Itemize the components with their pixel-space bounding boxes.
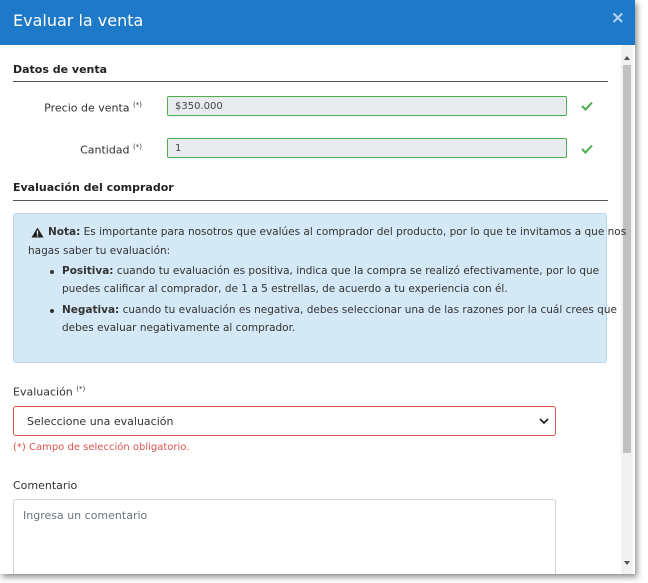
note-text-2: hagas saber tu evaluación: <box>28 245 171 257</box>
evaluation-error-message: (*) Campo de selección obligatorio. <box>13 442 190 453</box>
note-line-1 <box>48 226 626 238</box>
negative-text-1: cuando tu evaluación es negativa, debes seleccionar una de las razones por la cuál crees que <box>122 304 617 316</box>
sale-data-section-title: Datos de venta <box>13 63 108 76</box>
chevron-down-icon <box>539 417 549 425</box>
quantity-required-mark: (*) <box>133 143 142 151</box>
quantity-value: 1 <box>175 143 182 154</box>
buyer-evaluation-section-title: Evaluación del comprador <box>13 181 174 194</box>
evaluation-select[interactable] <box>13 406 556 436</box>
positive-line-1 <box>62 265 599 277</box>
scroll-down-arrow-icon[interactable] <box>624 561 630 565</box>
negative-line-1 <box>62 304 617 316</box>
price-required-mark: (*) <box>133 101 142 109</box>
bullet-dot <box>50 270 54 274</box>
section-divider <box>13 200 608 201</box>
warning-icon <box>31 227 44 238</box>
evaluation-label <box>13 385 85 399</box>
price-label-text: Precio de venta <box>44 101 130 115</box>
quantity-label <box>12 143 142 157</box>
negative-text-2: debes evaluar negativamente al comprador. <box>62 322 296 334</box>
price-valid-check-icon <box>580 99 594 113</box>
note-title: Nota: <box>48 226 81 238</box>
price-label <box>12 101 142 115</box>
comment-textarea[interactable] <box>13 499 556 574</box>
comment-label: Comentario <box>13 479 78 492</box>
evaluation-selected-value: Seleccione una evaluación <box>27 415 174 428</box>
bullet-dot <box>50 309 54 313</box>
quantity-field[interactable] <box>167 138 567 158</box>
quantity-valid-check-icon <box>580 142 594 156</box>
negative-label: Negativa: <box>62 304 120 316</box>
positive-label: Positiva: <box>62 265 114 277</box>
section-divider <box>13 81 608 82</box>
evaluation-required-mark: (*) <box>76 385 86 393</box>
scrollbar-thumb[interactable] <box>623 65 631 453</box>
modal-header <box>0 0 635 45</box>
price-field[interactable] <box>167 96 567 116</box>
quantity-label-text: Cantidad <box>80 143 130 157</box>
modal-title: Evaluar la venta <box>13 11 144 30</box>
scrollbar[interactable] <box>621 45 633 574</box>
positive-text-2: puedes calificar al comprador, de 1 a 5 estrellas, de acuerdo a tu experiencia con él. <box>62 283 508 295</box>
evaluation-label-text: Evaluación <box>13 385 73 399</box>
price-value: $350.000 <box>175 101 223 112</box>
info-note <box>13 213 627 363</box>
positive-text-1: cuando tu evaluación es positiva, indica que la compra se realizó efectivamente, por lo que <box>116 265 600 277</box>
note-text-1: Es importante para nosotros que evalúes al comprador del producto, por lo que te invitamos a que nos <box>83 226 627 238</box>
close-icon[interactable]: × <box>610 8 625 28</box>
comment-placeholder: Ingresa un comentario <box>23 509 148 522</box>
scroll-up-arrow-icon[interactable] <box>624 56 630 60</box>
